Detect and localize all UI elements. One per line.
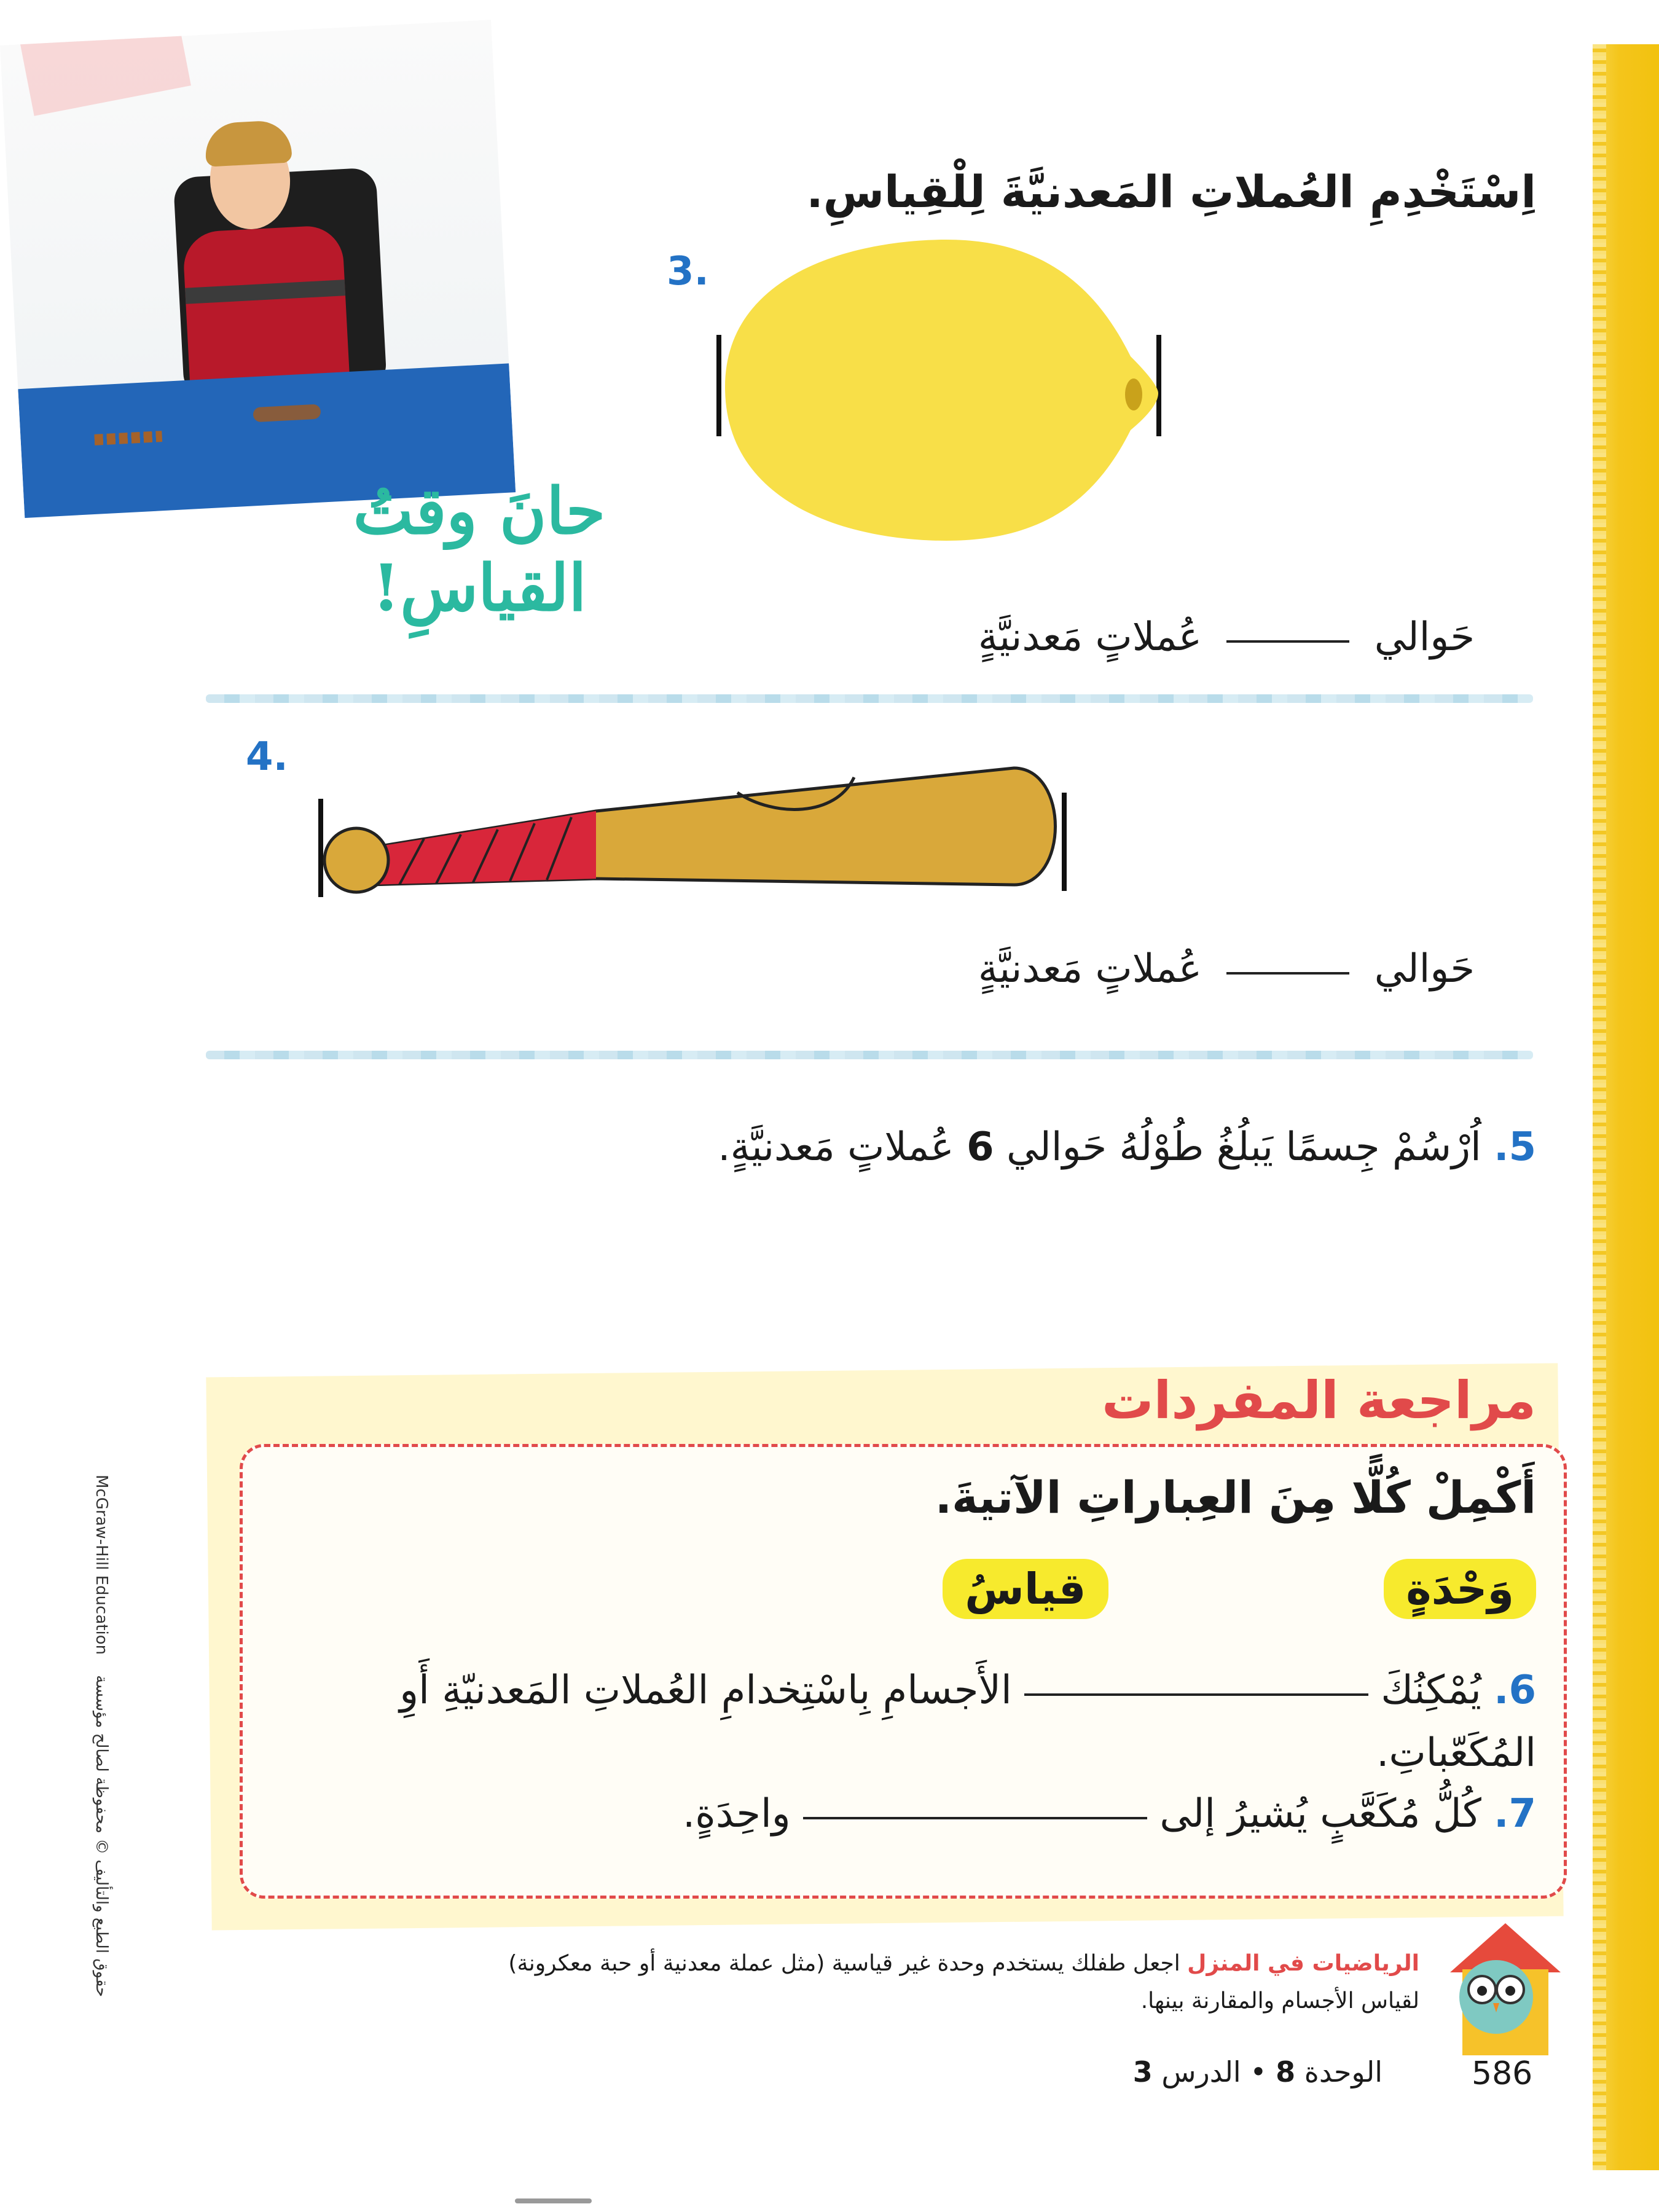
question-6-blank[interactable] [1024, 1688, 1368, 1696]
problem-3-number: 3. [667, 249, 709, 294]
question-7 [246, 1791, 1536, 1837]
question-6-part-b: الأَجسامِ بِاسْتِخدامِ العُملاتِ المَعدنيّةِ أَوِ [399, 1668, 1012, 1713]
problem-3-blank[interactable] [1226, 635, 1349, 643]
scroll-handle[interactable] [515, 2198, 592, 2203]
question-6-part-a: يُمْكِنُكَ [1381, 1668, 1481, 1713]
question-7-part-b: واحِدَةٍ. [682, 1791, 791, 1837]
owl-house-icon [1438, 1917, 1567, 2058]
page-number: 586 [1472, 2055, 1533, 2092]
problem-4-prefix: حَوالي [1374, 946, 1475, 992]
home-label: الرياضيات في المنزل [1187, 1951, 1419, 1976]
problem-3-answer [553, 614, 1475, 660]
tape-strip [20, 20, 191, 116]
question-7-blank[interactable] [803, 1812, 1147, 1819]
problem-4-answer [553, 946, 1475, 992]
slogan [320, 473, 639, 627]
word-bank [943, 1564, 1536, 1614]
unit-number: 8 [1276, 2055, 1296, 2088]
problem-4-number: 4. [246, 734, 288, 780]
boy-hair [204, 119, 292, 167]
question-6-part-c: المُكَعّباتِ. [1376, 1730, 1536, 1776]
home-note [375, 1945, 1419, 2020]
home-text-2: لقياس الأجسام والمقارنة بينها. [1140, 1988, 1419, 2014]
problem-5-number-six: 6 [967, 1124, 994, 1170]
slogan-line-1: حانَ وقتُ [353, 473, 606, 549]
problem-5 [307, 1124, 1536, 1170]
unit-lesson [1133, 2055, 1382, 2088]
slogan-line-2: القياسِ! [372, 549, 587, 626]
word-measure: قياسُ [943, 1559, 1108, 1619]
problem-4-blank[interactable] [1226, 967, 1349, 975]
boy-sweater [182, 224, 350, 392]
separator-2 [206, 1051, 1533, 1059]
lemon-icon [707, 233, 1174, 553]
problem-3-prefix: حَوالي [1374, 614, 1475, 660]
side-copyright [86, 1475, 111, 2028]
lesson-number: 3 [1132, 2055, 1153, 2088]
question-6 [246, 1659, 1536, 1785]
copyright-text: حقوق الطبع والتأليف © محفوظة لصالح مؤسسة [92, 1675, 111, 1998]
boy-measuring-coins-photo [0, 20, 516, 518]
word-unit: وَحْدَةٍ [1384, 1559, 1536, 1619]
unit-label: الوحدة [1304, 2055, 1382, 2088]
separator-1 [206, 694, 1533, 703]
footer-bullet: • [1250, 2055, 1267, 2088]
problem-5-text-b: عُملاتٍ مَعدنيَّةٍ. [718, 1124, 954, 1170]
vocab-title: مراجعة المفردات [1102, 1370, 1536, 1430]
problem-3-suffix: عُملاتٍ مَعدنيَّةٍ [978, 614, 1202, 660]
home-text-1: اجعل طفلك يستخدم وحدة غير قياسية (مثل عملة معدنية أو حبة معكرونة) [508, 1951, 1180, 1976]
question-7-part-a: كُلُّ مُكَعَّبٍ يُشيرُ إلى [1159, 1791, 1481, 1837]
publisher-name: McGraw-Hill Education [92, 1475, 111, 1655]
question-7-number: 7. [1494, 1791, 1536, 1837]
problem-4-suffix: عُملاتٍ مَعدنيَّةٍ [978, 946, 1202, 992]
lesson-label: الدرس [1161, 2055, 1241, 2088]
instruction-title: اِسْتَخْدِمِ العُملاتِ المَعدنيَّةَ لِلْقِياسِ. [806, 166, 1536, 218]
question-6-number: 6. [1494, 1668, 1536, 1713]
yellow-page-edge [1593, 44, 1659, 2170]
baseball-bat-icon [307, 756, 1081, 903]
problem-5-text-a: اُرْسُمْ جِسمًا يَبلُغُ طُوْلُهُ حَوالي [1006, 1124, 1481, 1170]
vocab-instruction: أَكْمِلْ كُلًّا مِنَ العِباراتِ الآتيةَ. [935, 1472, 1536, 1523]
problem-5-number: 5. [1494, 1124, 1536, 1170]
